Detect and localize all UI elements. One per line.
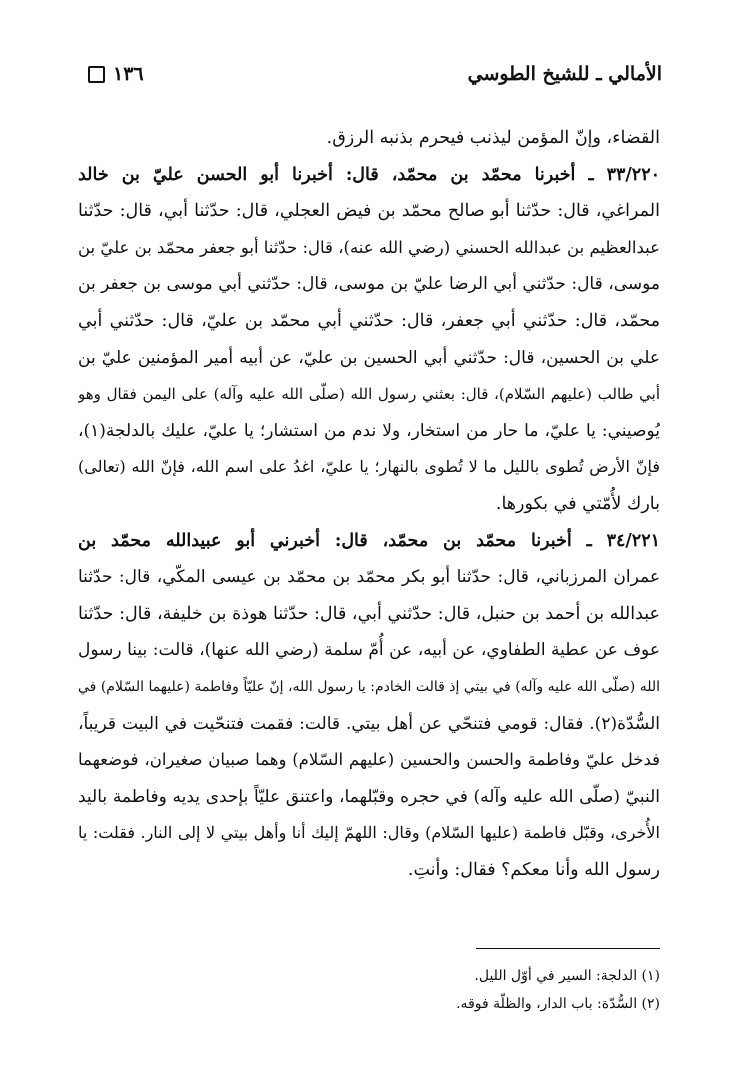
text-line: فإنّ الأرض تُطوى بالليل ما لا تُطوى بالنهار؛ يا عليّ، اغدُ على اسم الله، فإنّ الله (تعالى): [78, 457, 660, 477]
text-line: موسى، قال: حدّثني أبي الرضا عليّ بن موسى، قال: حدّثني أبي موسى بن جعفر بن: [78, 274, 660, 295]
text-line: القضاء، وإنّ المؤمن ليذنب فيحرم بذنبه الرزق.: [326, 128, 660, 148]
text-line: عبدالله بن أحمد بن حنبل، قال: حدّثني أبي، قال: حدّثنا هوذة بن خليفة، قال: حدّثنا: [78, 603, 660, 624]
text-line: عمران المرزباني، قال: حدّثنا أبو بكر محمّد بن محمّد بن عيسى المكّي، قال: حدّثنا: [78, 567, 660, 588]
footnote-divider: [476, 948, 660, 949]
footnote-item: (١) الدلجة: السير في أوّل الليل.: [474, 968, 660, 984]
text-line: يُوصيني: يا عليّ، ما حار من استخار، ولا ندم من استشار؛ يا عليّ، عليك بالدلجة(١)،: [78, 420, 660, 441]
text-line: المراغي، قال: حدّثنا أبو صالح محمّد بن فيض العجلي، قال: حدّثنا أبي، قال: حدّثنا: [78, 201, 660, 222]
text-line: الله (صلّى الله عليه وآله) في بيتي إذ قالت الخادم: يا رسول الله، إنّ عليّاً وفاطمة (عليهما السّلام) في: [78, 678, 660, 695]
hadith-heading-line: ٣٤/٢٢١ ـ أخبرنا محمّد بن محمّد، قال: أخبرني أبو عبيدالله محمّد بن: [78, 530, 660, 551]
footnotes: [90, 962, 660, 1018]
text-line: بارك لأُمّتي في بكورها.: [495, 493, 660, 514]
text-line: محمّد، قال: حدّثني أبي جعفر، قال: حدّثني أبي محمّد بن عليّ، قال: حدّثني أبي: [78, 310, 660, 331]
text-line: فدخل عليّ وفاطمة والحسن والحسين (عليهم السّلام) وهما صبيان صغيران، فوضعهما: [78, 750, 660, 770]
text-line: عبدالعظيم بن عبدالله الحسني (رضي الله عنه)، قال: حدّثنا أبو جعفر محمّد بن عليّ بن: [78, 237, 660, 257]
page-header: [88, 56, 662, 92]
footnote-item: (٢) السُّدّة: باب الدار، والظلّة فوقه.: [456, 996, 660, 1012]
text-line: أبي طالب (عليهم السّلام)، قال: بعثني رسول الله (صلّى الله عليه وآله) على اليمن فقال وهو: [78, 385, 660, 404]
text-line: الأُخرى، وقبّل فاطمة (عليها السّلام) وقال: اللهمّ إليك أنا وأهل بيتي لا إلى النار. فقلت: يا: [78, 823, 660, 843]
text-line: علي بن الحسين، قال: حدّثني أبي الحسين بن عليّ، عن أبيه أمير المؤمنين عليّ بن: [78, 347, 660, 368]
text-line: السُّدّة(٢). فقال: قومي فتنحّي عن أهل بيتي. قالت: فقمت فتنحّيت في البيت قريباً،: [78, 713, 660, 734]
square-icon: [88, 66, 105, 83]
text-line: رسول الله وأنا معكم؟ فقال: وأنتِ.: [407, 859, 660, 880]
text-line: النبيّ (صلّى الله عليه وآله) في حجره وقبّلهما، واعتنق عليّاً بإحدى يديه وفاطمة باليد: [78, 786, 660, 807]
page-number: ١٣٦: [113, 63, 144, 85]
book-title: الأمالي ـ للشيخ الطوسي: [467, 63, 662, 85]
hadith-heading-line: ٣٣/٢٢٠ ـ أخبرنا محمّد بن محمّد، قال: أخبرنا أبو الحسن عليّ بن خالد: [78, 164, 660, 185]
main-text: [78, 120, 660, 888]
page-number-group: [88, 63, 144, 85]
text-line: عوف عن عطية الطفاوي، عن أبيه، عن أُمّ سلمة (رضي الله عنها)، قالت: بينا رسول: [78, 640, 660, 661]
